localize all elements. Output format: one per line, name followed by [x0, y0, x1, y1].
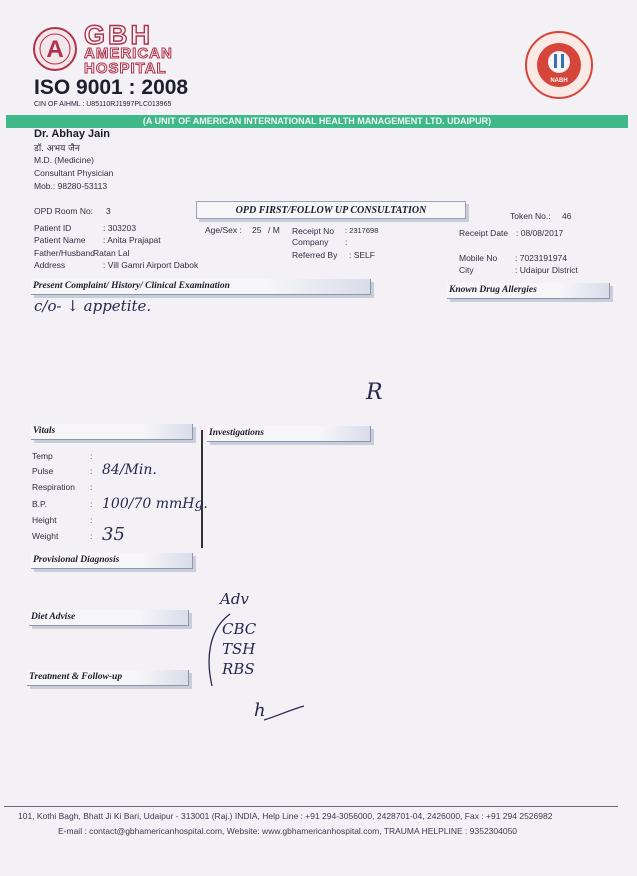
- handwritten-pulse: 84/Min.: [102, 462, 157, 478]
- receipt-no-value: : 2317698: [345, 226, 379, 235]
- address-value: : Vill Gamri Airport Dabok: [103, 260, 199, 270]
- temp-label: Temp: [32, 451, 53, 461]
- hospital-unit-banner: (A UNIT OF AMERICAN INTERNATIONAL HEALTH MANAGEMENT LTD. UDAIPUR): [6, 115, 628, 128]
- patient-name-label: Patient Name: [34, 235, 86, 245]
- complaint-section-heading: Present Complaint/ History/ Clinical Examination: [31, 279, 371, 295]
- cin-number: CIN OF AIHML : U85110RJ1997PLC013965: [34, 101, 172, 108]
- brand-hospital: HOSPITAL: [84, 60, 167, 77]
- brand-gbh: GBH: [84, 20, 153, 50]
- city-value: : Udaipur District: [515, 265, 578, 275]
- company-label: Company: [292, 237, 329, 247]
- diagnosis-section-heading: Provisional Diagnosis: [31, 553, 193, 569]
- mobile-value: : 7023191974: [515, 253, 567, 263]
- doctor-signature: h: [254, 700, 266, 721]
- signature-stroke: [262, 704, 306, 724]
- receipt-date-label: Receipt Date: [459, 228, 509, 238]
- patient-name-value: : Anita Prajapat: [103, 235, 161, 245]
- vitals-section-heading: Vitals: [31, 424, 193, 440]
- mobile-label: Mobile No: [459, 253, 498, 263]
- pulse-colon: :: [90, 466, 93, 476]
- handwritten-complaint: c/o- ↓ appetite.: [34, 297, 152, 315]
- pulse-label: Pulse: [32, 466, 54, 476]
- respiration-label: Respiration: [32, 482, 75, 492]
- hospital-logo-icon: [32, 26, 78, 72]
- doctor-name-hindi: डॉ. अभय जैन: [34, 144, 80, 154]
- patient-id-label: Patient ID: [34, 223, 72, 233]
- diet-section-heading: Diet Advise: [29, 610, 189, 626]
- investigations-section-heading: Investigations: [207, 426, 371, 442]
- patient-id-value: : 303203: [103, 223, 137, 233]
- city-label: City: [459, 265, 474, 275]
- address-label: Address: [34, 260, 66, 270]
- age-value: 25: [252, 225, 262, 235]
- iso-certification: ISO 9001 : 2008: [34, 76, 189, 99]
- weight-label: Weight: [32, 531, 59, 541]
- doctor-title: Consultant Physician: [34, 168, 114, 178]
- receipt-date-value: : 08/08/2017: [516, 228, 564, 238]
- referred-by-value: : SELF: [349, 250, 375, 260]
- doctor-name: Dr. Abhay Jain: [34, 128, 111, 140]
- height-label: Height: [32, 515, 57, 525]
- weight-colon: :: [90, 531, 93, 541]
- handwritten-test-1: CBC: [222, 620, 257, 638]
- handwritten-bp: 100/70 mmHg.: [102, 496, 208, 512]
- logo-letter: A: [46, 36, 64, 63]
- nabh-seal-icon: [524, 30, 594, 100]
- footer-address: 101, Kothi Bagh, Bhatt Ji Ki Bari, Udaipur - 313001 (Raj.) INDIA, Help Line : +91 294-3056000, 2428701-04, 2426000, Fax : +91 294 2526982: [18, 811, 553, 821]
- opd-room-label: OPD Room No:: [34, 206, 94, 216]
- sex-value: / M: [268, 225, 280, 235]
- bp-label: B.P.: [32, 499, 47, 509]
- handwritten-advice: Adv: [220, 590, 249, 608]
- height-colon: :: [90, 515, 93, 525]
- age-sex-label: Age/Sex :: [205, 225, 242, 235]
- doctor-degree: M.D. (Medicine): [34, 155, 94, 165]
- doctor-mobile: Mob.: 98280-53113: [34, 181, 108, 191]
- handwritten-test-2: TSH: [222, 640, 256, 658]
- handwritten-bracket: [200, 610, 240, 690]
- footer-divider: [4, 806, 618, 807]
- token-label: Token No.:: [510, 211, 551, 221]
- referred-by-label: Referred By: [292, 250, 338, 260]
- handwritten-rx-sign: R: [366, 380, 383, 405]
- bp-colon: :: [90, 499, 93, 509]
- company-value: :: [345, 237, 348, 247]
- treatment-section-heading: Treatment & Follow-up: [27, 670, 189, 686]
- brand-american: AMERICAN: [84, 45, 173, 62]
- token-value: 46: [562, 211, 572, 221]
- receipt-no-label: Receipt No: [292, 226, 335, 236]
- footer-contact: E-mail : contact@gbhamericanhospital.com, Website: www.gbhamericanhospital.com, TRAUMA HELPLINE : 9352304050: [58, 826, 518, 836]
- handwritten-test-3: RBS: [222, 660, 255, 678]
- respiration-colon: :: [90, 482, 93, 492]
- father-label: Father/Husband: [34, 248, 95, 258]
- father-value: Ratan Lal: [93, 248, 130, 258]
- opd-room-value: 3: [106, 206, 111, 216]
- consultation-heading: OPD FIRST/FOLLOW UP CONSULTATION: [196, 201, 466, 219]
- temp-colon: :: [90, 451, 93, 461]
- nabh-label: NABH: [550, 78, 568, 84]
- handwritten-weight: 35: [102, 524, 125, 545]
- vitals-divider: [201, 430, 203, 548]
- allergies-section-heading: Known Drug Allergies: [447, 283, 610, 299]
